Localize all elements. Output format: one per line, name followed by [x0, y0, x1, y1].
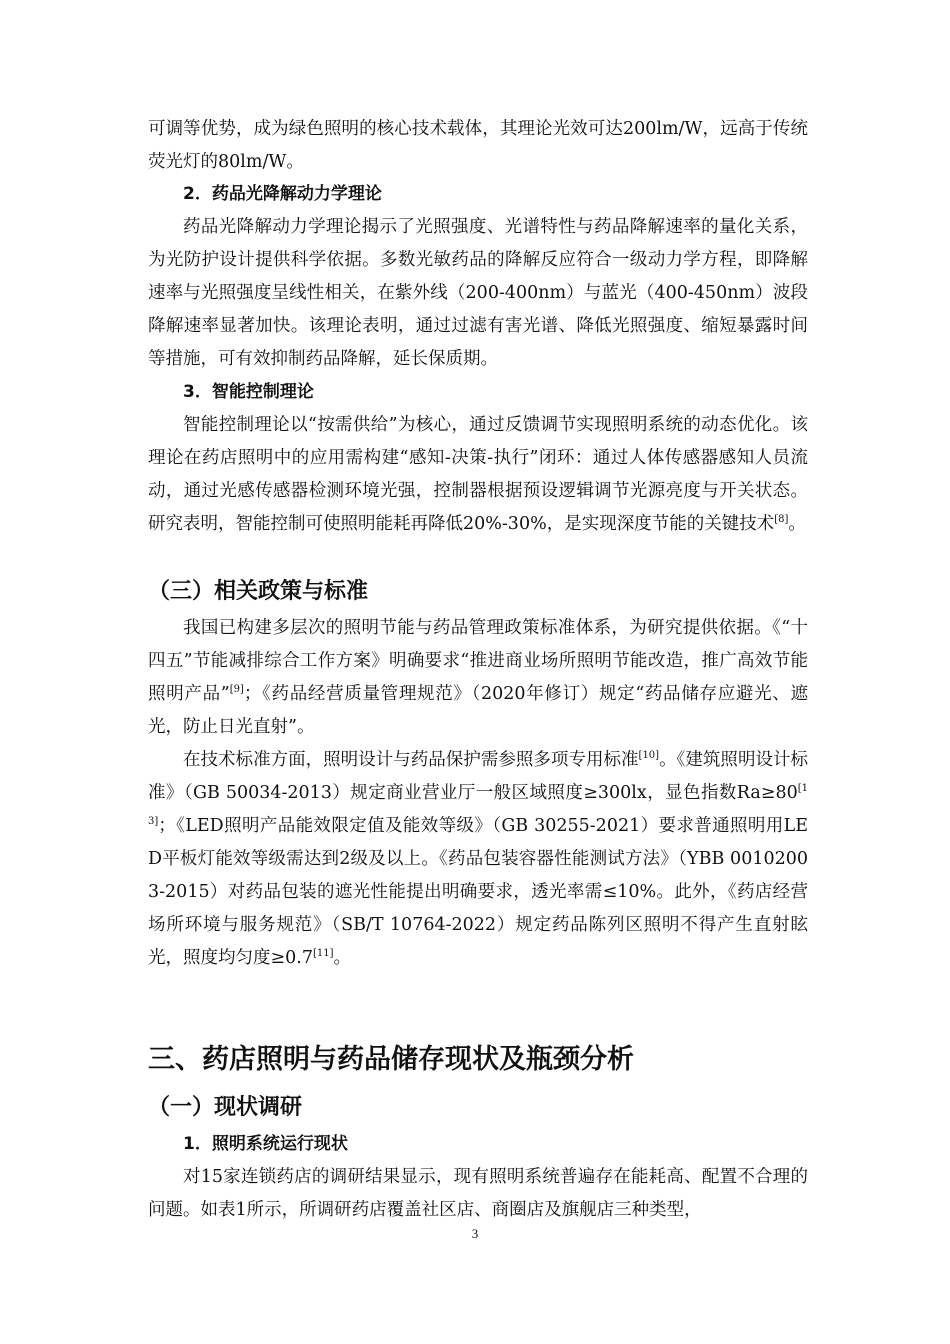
- section-heading-survey: [148, 1088, 808, 1128]
- paragraph-text: 对15家连锁药店的调研结果显示，现有照明系统普遍存在能耗高、配置不合理的问题。如表1所示，所调研药店覆盖社区店、商圈店及旗舰店三种类型，: [148, 1167, 808, 1220]
- body-paragraph-survey: [148, 1161, 808, 1227]
- body-paragraph-smart-control: [148, 409, 808, 541]
- paragraph-text: [148, 409, 808, 541]
- body-paragraph-photodegradation: [148, 211, 808, 376]
- paragraph-text: 可调等优势，成为绿色照明的核心技术载体，其理论光效可达200lm/W，远高于传统荧光灯的80lm/W。: [148, 119, 808, 172]
- paragraph-part: 在技术标准方面，照明设计与药品保护需参照多项专用标准: [183, 750, 639, 770]
- citation-ref: [11]: [313, 948, 334, 960]
- chapter-heading: [148, 1038, 808, 1082]
- paragraph-body: 我国已构建多层次的照明节能与药品管理政策标准体系，为研究提供依据。《“十四五”节能减排综合工作方案》明确要求“推进商业场所照明节能改造，推广高效节能照明产品”: [148, 618, 808, 704]
- paragraph-text: [148, 744, 808, 975]
- subheading-smart-control: [148, 376, 808, 409]
- citation-ref: [10]: [638, 750, 660, 762]
- paragraph-end: ；《药品经营质量管理规范》（2020年修订）规定“药品储存应避光、遮光，防止日光直射”。: [148, 684, 808, 737]
- body-paragraph-standards: [148, 744, 808, 975]
- body-paragraph-policy: [148, 612, 808, 744]
- subheading-photodegradation: [148, 178, 808, 211]
- subheading-text: 3．智能控制理论: [183, 382, 314, 402]
- subheading-text: 1．照明系统运行现状: [183, 1134, 348, 1154]
- page-number: 3: [471, 1226, 479, 1241]
- subheading-lighting-status: [148, 1128, 808, 1161]
- paragraph-body: 智能控制理论以“按需供给”为核心，通过反馈调节实现照明系统的动态优化。该理论在药店照明中的应用需构建“感知-决策-执行”闭环：通过人体传感器感知人员流动，通过光感传感器检测环境光强，控制器根据预设逻辑调节光源亮度与开关状态。研究表明，智能控制可使照明能耗再降低20%-30%，是实现深度节能的关键技术: [148, 415, 808, 534]
- section-heading-text: （三）相关政策与标准: [148, 579, 369, 604]
- paragraph-end: 。: [788, 514, 806, 534]
- paragraph-text: 药品光降解动力学理论揭示了光照强度、光谱特性与药品降解速率的量化关系，为光防护设计提供科学依据。多数光敏药品的降解反应符合一级动力学方程，即降解速率与光照强度呈线性相关，在紫外线（200-400nm）与蓝光（400-450nm）波段降解速率显著加快。该理论表明，通过过滤有害光谱、降低光照强度、缩短暴露时间等措施，可有效抑制药品降解，延长保质期。: [148, 217, 808, 369]
- subheading-text: 2．药品光降解动力学理论: [183, 184, 382, 204]
- body-paragraph-continued: [148, 113, 808, 179]
- paragraph-part: 。《建筑照明设计标准》（GB 50034-2013）规定商业营业厅一般区域照度≥300lx，显色指数Ra≥80: [148, 750, 809, 803]
- citation-ref: [8]: [774, 514, 789, 526]
- section-heading-text: （一）现状调研: [148, 1095, 303, 1120]
- section-heading-policy: [148, 572, 808, 612]
- citation-ref: [9]: [229, 684, 244, 696]
- paragraph-end: 。: [333, 948, 352, 968]
- paragraph-text: [148, 612, 808, 744]
- chapter-heading-text: 三、药店照明与药品储存现状及瓶颈分析: [148, 1044, 634, 1075]
- citation-ref: [13]: [148, 783, 808, 828]
- paragraph-part: ；《LED照明产品能效限定值及能效等级》（GB 30255-2021）要求普通照明用LED平板灯能效等级需达到2级及以上。《药品包装容器性能测试方法》（YBB 00102003-2015）对药品包装的遮光性能提出明确要求，透光率需≤10%。此外，《药店经营场所环境与服务规范》（SB/T 10764-2022）规定药品陈列区照明不得产生直射眩光，照度均匀度≥0.7: [148, 816, 808, 968]
